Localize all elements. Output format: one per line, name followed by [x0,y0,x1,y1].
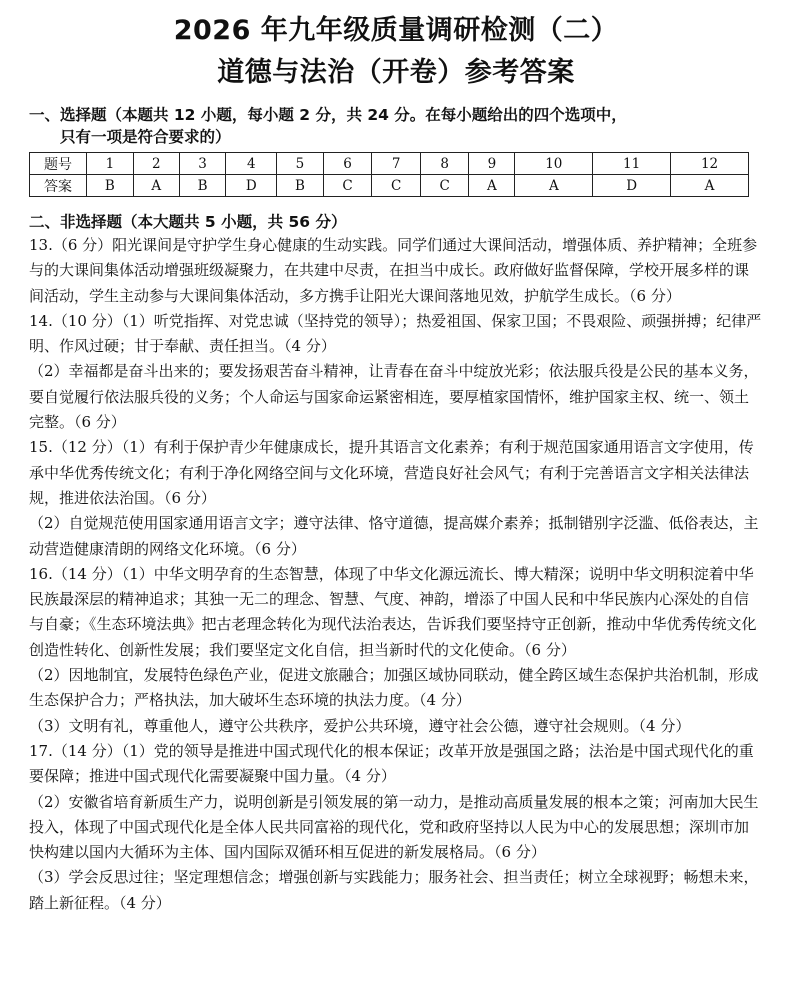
question-number-cell: 9 [469,153,515,175]
section1-heading-line1: 一、选择题（本题共 12 小题，每小题 2 分，共 24 分。在每小题给出的四个选项中， [29,106,627,124]
answer-row [30,175,749,197]
answer-cell: A [133,175,179,197]
question-number-cell: 10 [515,153,593,175]
answer-cell: A [671,175,749,197]
question-number-cell: 5 [277,153,324,175]
answer-q15-part1: 15.（12 分）（1）有利于保护青少年健康成长，提升其语言文化素养；有利于规范国家通用语言文字使用，传承中华优秀传统文化；有利于净化网络空间与文化环境，营造良好社会风气；有利于完善语言文字相关法律法规，推进依法治国。（6 分） [29,438,754,507]
question-number-row [30,153,749,175]
question-number-cell: 12 [671,153,749,175]
section-free-response [29,211,763,916]
question-number-cell: 3 [179,153,226,175]
answer-q17-part1: 17.（14 分）（1）党的领导是推进中国式现代化的根本保证；改革开放是强国之路；法治是中国式现代化的重要保障；推进中国式现代化需要凝聚中国力量。（4 分） [29,741,754,786]
answer-cell: C [420,175,469,197]
answer-cell: C [372,175,421,197]
section1-heading-line2: 只有一项是符合要求的） [60,128,231,146]
row-label-number: 题号 [30,153,87,175]
answer-cell: B [277,175,324,197]
question-number-cell: 11 [593,153,671,175]
question-number-cell: 8 [420,153,469,175]
answer-q15-part2: （2）自觉规范使用国家通用语言文字；遵守法律、恪守道德，提高媒介素养；抵制错别字泛滥、低俗表达，主动营造健康清朗的网络文化环境。（6 分） [29,514,759,558]
answer-q17-part3: （3）学会反思过往；坚定理想信念；增强创新与实践能力；服务社会、担当责任；树立全球视野；畅想未来，踏上新征程。（4 分） [29,868,759,912]
section2-heading: 二、非选择题（本大题共 5 小题，共 56 分） [29,213,347,231]
page-title: 2026 年九年级质量调研检测（二） [173,15,619,46]
section-multiple-choice [29,104,763,197]
answer-table [29,152,749,197]
answer-cell: B [179,175,226,197]
answer-cell: C [323,175,372,197]
answer-q14-part2: （2）幸福都是奋斗出来的；要发扬艰苦奋斗精神，让青春在奋斗中绽放光彩；依法服兵役是公民的基本义务，要自觉履行依法服兵役的义务；个人命运与国家命运紧密相连，要厚植家国情怀，维护国家主权、统一、领土完整。（6 分） [29,362,759,432]
answer-cell: D [593,175,671,197]
question-number-cell: 6 [323,153,372,175]
answer-q16-part2: （2）因地制宜，发展特色绿色产业，促进文旅融合；加强区域协同联动，健全跨区域生态保护共治机制，形成生态保护合力；严格执法，加大破坏生态环境的执法力度。（4 分） [29,666,759,710]
answer-q17-part2: （2）安徽省培育新质生产力，说明创新是引领发展的第一动力，是推动高质量发展的根本之策；河南加大民生投入，体现了中国式现代化是全体人民共同富裕的现代化，党和政府坚持以人民为中心的发展思想；深圳市加快构建以国内大循环为主体、国内国际双循环相互促进的新发展格局。（6 分） [29,792,759,862]
answer-cell: A [515,175,593,197]
answer-body [29,233,763,916]
answer-cell: B [87,175,134,197]
answer-q14-part1: 14.（10 分）（1）听党指挥、对党忠诚（坚持党的领导）；热爱祖国、保家卫国；不畏艰险、顽强拼搏；纪律严明、作风过硬；甘于奉献、责任担当。（4 分） [29,311,762,356]
answer-q13: 13.（6 分）阳光课间是守护学生身心健康的生动实践。同学们通过大课间活动，增强体质、养护精神；全班参与的大课间集体活动增强班级凝聚力，在共建中尽责，在担当中成长。政府做好监督保障，学校开展多样的课间活动，学生主动参与大课间集体活动，多方携手让阳光大课间落地见效，护航学生成长。（6 分） [29,236,758,305]
question-number-cell: 1 [87,153,134,175]
row-label-answer: 答案 [30,175,87,197]
answer-cell: A [469,175,515,197]
question-number-cell: 7 [372,153,421,175]
question-number-cell: 4 [226,153,277,175]
page-subtitle: 道德与法治（开卷）参考答案 [217,57,575,88]
answer-q16-part1: 16.（14 分）（1）中华文明孕育的生态智慧，体现了中华文化源远流长、博大精深；说明中华文明积淀着中华民族最深层的精神追求；其独一无二的理念、智慧、气度、神韵，增添了中国人民和中华民族内心深处的自信与自豪；《生态环境法典》把古老理念转化为现代法治表达，告诉我们要坚持守正创新，推动中华优秀传统文化创造性转化、创新性发展；我们要坚定文化自信，担当新时代的文化使命。（6 分） [29,564,757,659]
answer-cell: D [226,175,277,197]
question-number-cell: 2 [133,153,179,175]
answer-q16-part3: （3）文明有礼，尊重他人，遵守公共秩序，爱护公共环境，遵守社会公德，遵守社会规则。（4 分） [29,716,691,735]
